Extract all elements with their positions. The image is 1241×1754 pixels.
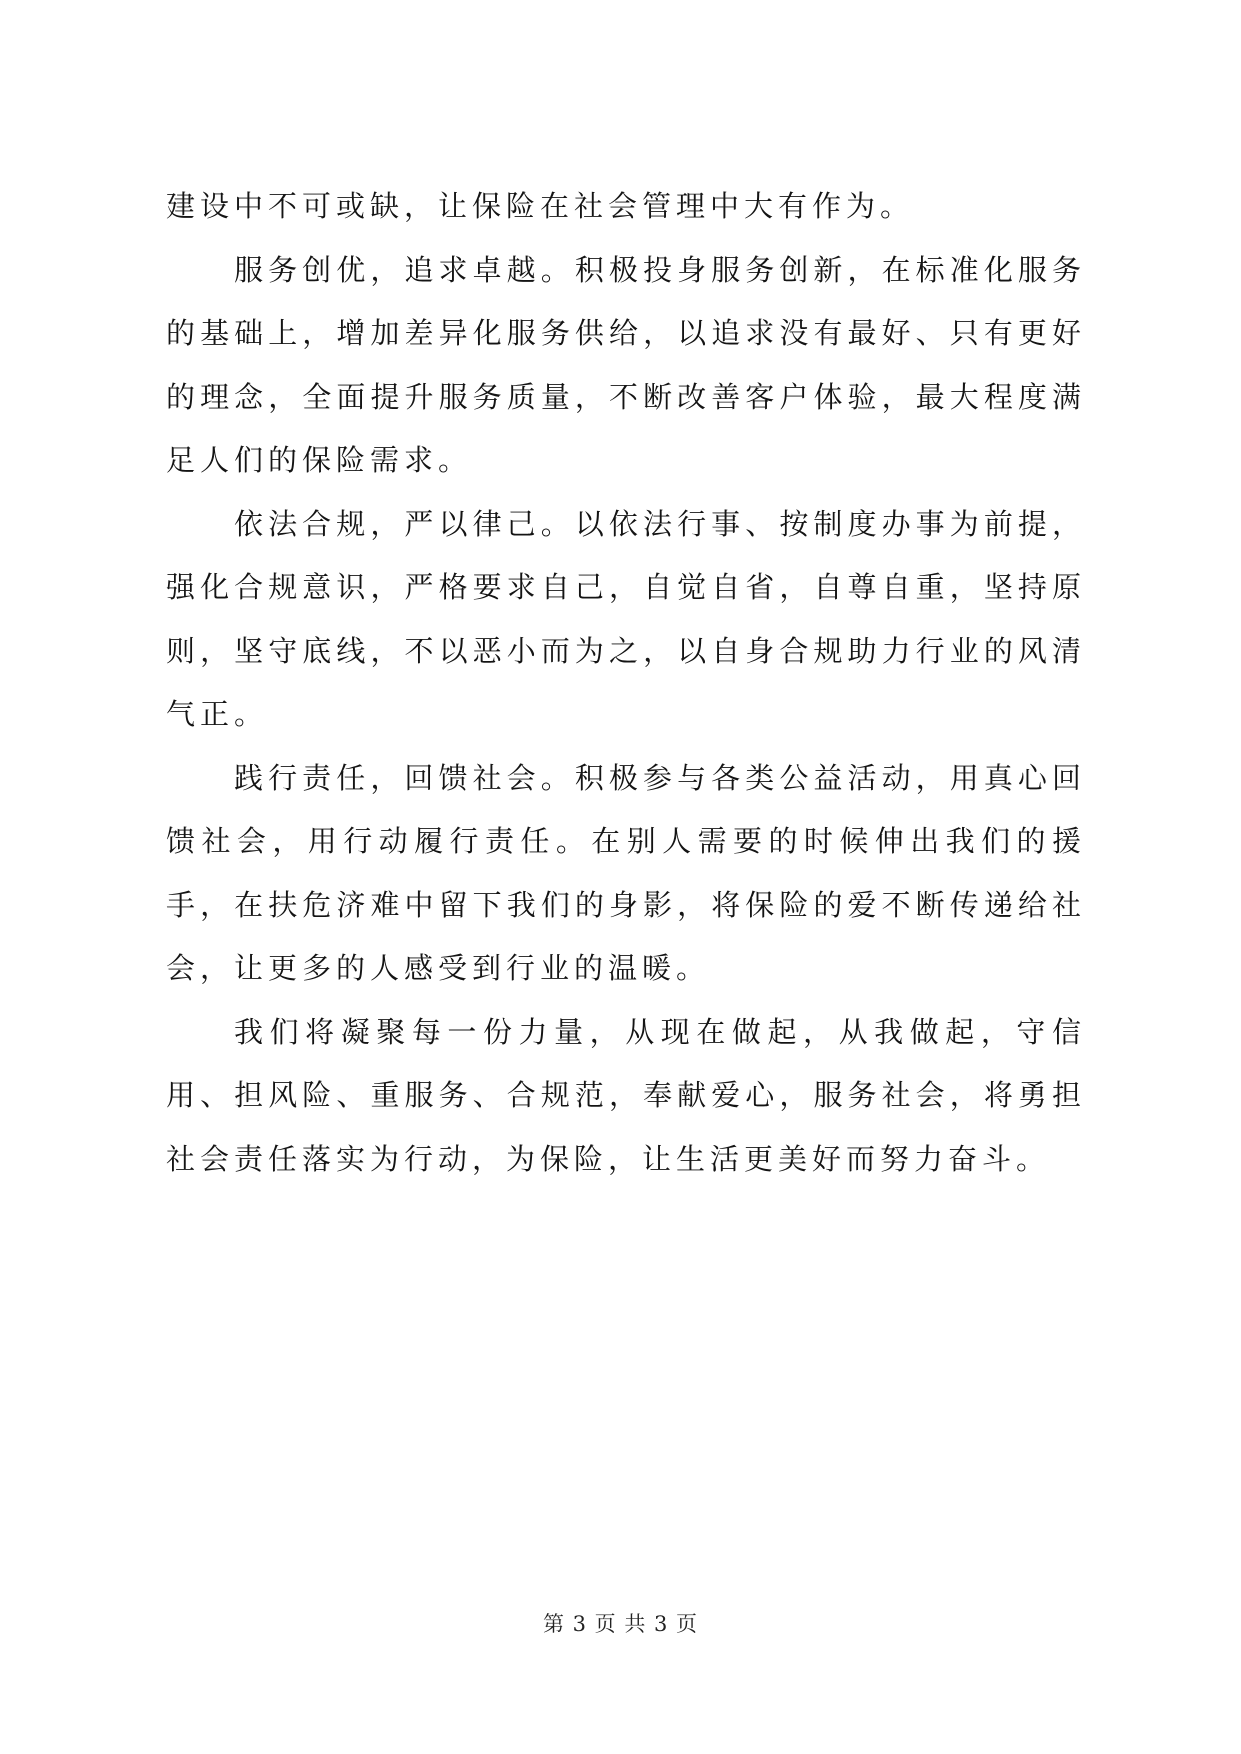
document-body xyxy=(166,175,1086,1191)
paragraph-social-responsibility: 践行责任，回馈社会。积极参与各类公益活动，用真心回馈社会，用行动履行责任。在别人需要的时候伸出我们的援手，在扶危济难中留下我们的身影，将保险的爱不断传递给社会，让更多的人感受到行业的温暖。 xyxy=(166,760,1086,985)
paragraph-service-excellence: 服务创优，追求卓越。积极投身服务创新，在标准化服务的基础上，增加差异化服务供给，以追求没有最好、只有更好的理念，全面提升服务质量，不断改善客户体验，最大程度满足人们的保险需求。 xyxy=(166,252,1086,477)
paragraph-continuation: 建设中不可或缺，让保险在社会管理中大有作为。 xyxy=(166,189,915,223)
paragraph-closing: 我们将凝聚每一份力量，从现在做起，从我做起，守信用、担风险、重服务、合规范，奉献爱心，服务社会，将勇担社会责任落实为行动，为保险，让生活更美好而努力奋斗。 xyxy=(166,1014,1086,1176)
paragraph-compliance: 依法合规，严以律己。以依法行事、按制度办事为前提，强化合规意识，严格要求自己，自觉自省，自尊自重，坚持原则，坚守底线，不以恶小而为之，以自身合规助力行业的风清气正。 xyxy=(166,506,1086,731)
page-number-footer: 第 3 页 共 3 页 xyxy=(542,1612,699,1636)
